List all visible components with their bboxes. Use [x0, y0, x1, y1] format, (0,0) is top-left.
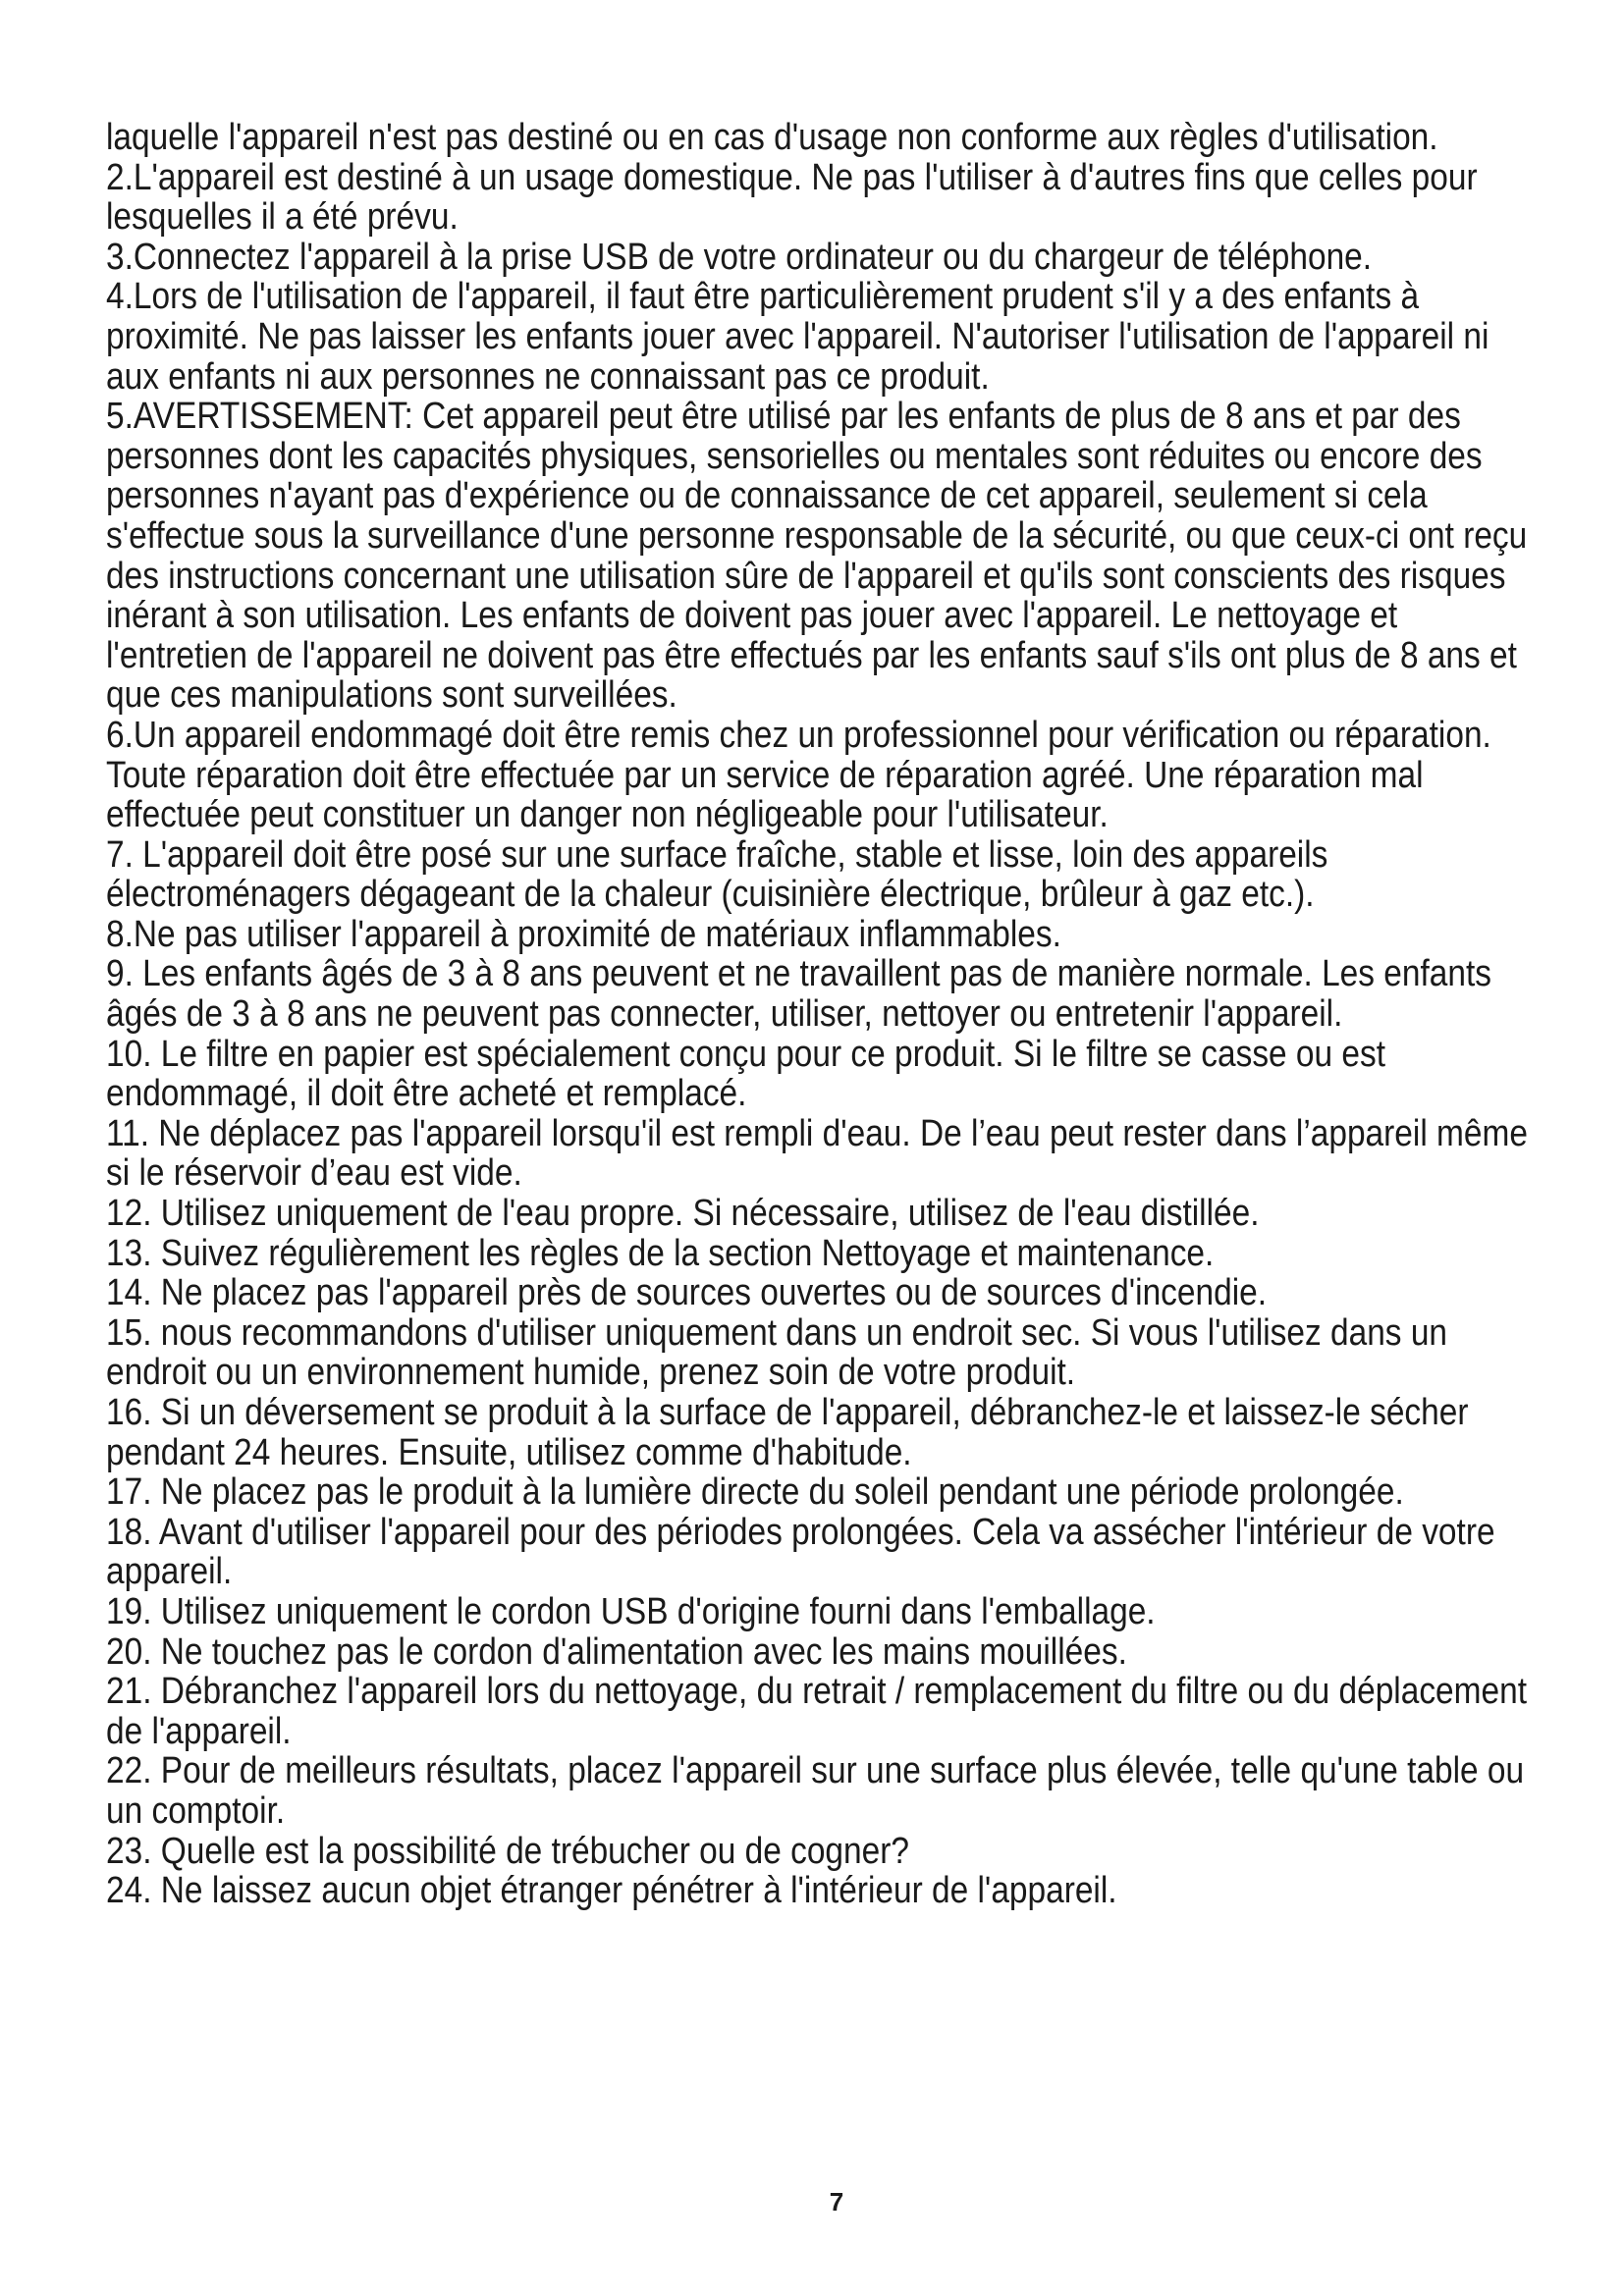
paragraph-item-4: 4.Lors de l'utilisation de l'appareil, il faut être particulièrement prudent s'il y a des enfants à proximité. Ne pas laisser les enfants jouer avec l'appareil. N'autoriser l'utilisation de l'appareil ni aux enfants ni aux personnes ne connaissant pas ce produit. — [106, 276, 1489, 398]
paragraph-item-5: 5.AVERTISSEMENT: Cet appareil peut être utilisé par les enfants de plus de 8 ans et par des personnes dont les capacités physiques, sensorielles ou mentales sont réduites ou encore des personnes n'ayant pas d'expérience ou de connaissance de cet appareil, seulement si cela s'effectue sous la surveillance d'une personne responsable de la sécurité, ou que ceux-ci ont reçu des instructions concernant une utilisation sûre de l'appareil et qu'ils sont conscients des risques inérant à son utilisation. Les enfants de doivent pas jouer avec l'appareil. Le nettoyage et l'entretien de l'appareil ne doivent pas être effectués par les enfants sauf s'ils ont plus de 8 ans et que ces manipulations sont surveillées. — [106, 396, 1528, 717]
paragraph-item-15: 15. nous recommandons d'utiliser uniquement dans un endroit sec. Si vous l'utilisez dans un endroit ou un environnement humide, prenez soin de votre produit. — [106, 1311, 1448, 1394]
paragraph-item-9: 9. Les enfants âgés de 3 à 8 ans peuvent et ne travaillent pas de manière normale. Les enfants âgés de 3 à 8 ans ne peuvent pas connecter, utiliser, nettoyer ou entretenir l'appareil. — [106, 953, 1491, 1036]
paragraph-item-11: 11. Ne déplacez pas l'appareil lorsqu'il est rempli d'eau. De l’eau peut rester dans l’appareil même si le réservoir d’eau est vide. — [106, 1112, 1528, 1195]
paragraph-item-21: 21. Débranchez l'appareil lors du nettoyage, du retrait / remplacement du filtre ou du déplacement de l'appareil. — [106, 1671, 1528, 1752]
paragraph-item-23: 23. Quelle est la possibilité de trébucher ou de cogner? — [106, 1830, 909, 1872]
page-number: 7 — [829, 2187, 844, 2216]
paragraph-item-6: 6.Un appareil endommagé doit être remis chez un professionnel pour vérification ou réparation. Toute réparation doit être effectuée par un service de réparation agréé. Une réparation mal effectuée peut constituer un danger non négligeable pour l'utilisateur. — [106, 714, 1491, 836]
paragraph-item-7: 7. L'appareil doit être posé sur une surface fraîche, stable et lisse, loin des appareils électroménagers dégageant de la chaleur (cuisinière électrique, brûleur à gaz etc.). — [106, 833, 1328, 916]
paragraph-item-14: 14. Ne placez pas l'appareil près de sources ouvertes ou de sources d'incendie. — [106, 1272, 1268, 1314]
paragraph-item-19: 19. Utilisez uniquement le cordon USB d'origine fourni dans l'emballage. — [106, 1590, 1156, 1632]
paragraph-item-17: 17. Ne placez pas le produit à la lumière directe du soleil pendant une période prolongée. — [106, 1471, 1404, 1514]
paragraph-item-2: 2.L'appareil est destiné à un usage domestique. Ne pas l'utiliser à d'autres fins que celles pour lesquelles il a été prévu. — [106, 156, 1478, 239]
paragraph-item-16: 16. Si un déversement se produit à la surface de l'appareil, débranchez-le et laissez-le sécher pendant 24 heures. Ensuite, utilisez comme d'habitude. — [106, 1392, 1469, 1473]
paragraph-item-13: 13. Suivez régulièrement les règles de la section Nettoyage et maintenance. — [106, 1232, 1215, 1274]
paragraph-item-18: 18. Avant d'utiliser l'appareil pour des périodes prolongées. Cela va assécher l'intérieur de votre appareil. — [106, 1511, 1495, 1593]
paragraph-item-22: 22. Pour de meilleurs résultats, placez l'appareil sur une surface plus élevée, telle qu'une table ou un comptoir. — [106, 1750, 1525, 1832]
paragraph-continuation: laquelle l'appareil n'est pas destiné ou en cas d'usage non conforme aux règles d'utilisation. — [106, 117, 1438, 158]
paragraph-item-8: 8.Ne pas utiliser l'appareil à proximité de matériaux inflammables. — [106, 913, 1061, 955]
paragraph-item-3: 3.Connectez l'appareil à la prise USB de votre ordinateur ou du chargeur de téléphone. — [106, 236, 1373, 278]
paragraph-item-12: 12. Utilisez uniquement de l'eau propre. Si nécessaire, utilisez de l'eau distillée. — [106, 1193, 1260, 1235]
paragraph-item-24: 24. Ne laissez aucun objet étranger pénétrer à l'intérieur de l'appareil. — [106, 1870, 1117, 1912]
instruction-text-body — [106, 118, 1530, 1911]
paragraph-item-20: 20. Ne touchez pas le cordon d'alimentation avec les mains mouillées. — [106, 1630, 1127, 1673]
paragraph-item-10: 10. Le filtre en papier est spécialement conçu pour ce produit. Si le filtre se casse ou est endommagé, il doit être acheté et remplacé. — [106, 1033, 1386, 1115]
